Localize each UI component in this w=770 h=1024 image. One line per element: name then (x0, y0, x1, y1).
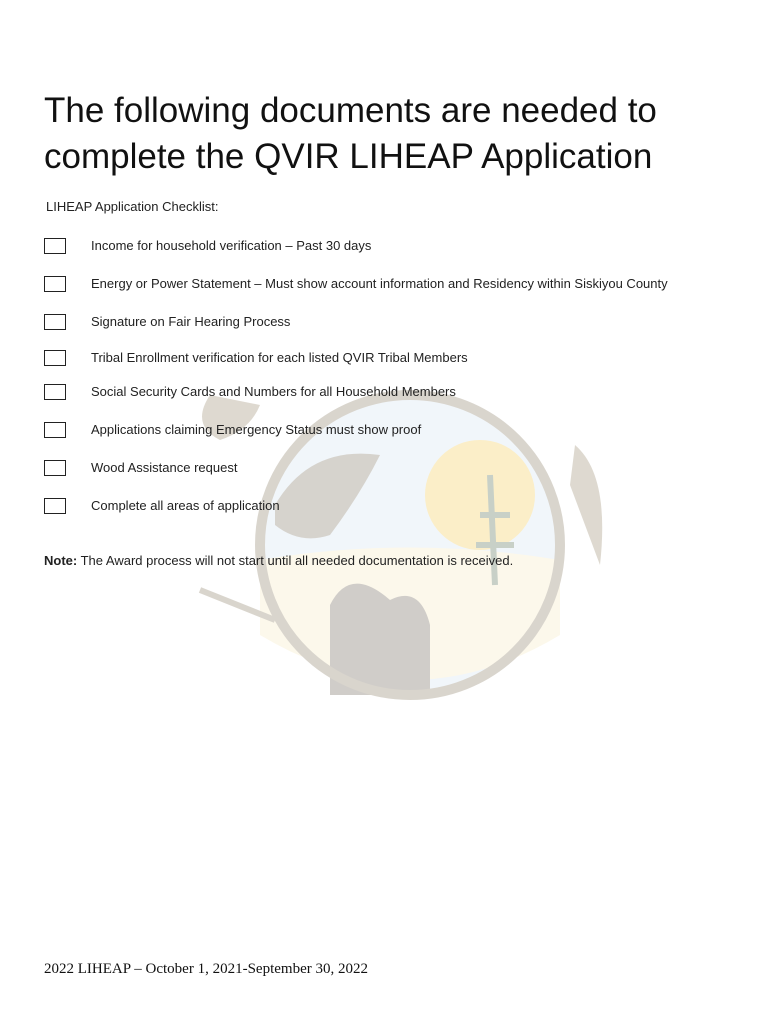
note-text: The Award process will not start until all needed documentation is received. (77, 553, 514, 568)
checkbox[interactable] (44, 460, 66, 476)
checklist-item (0, 350, 770, 370)
checklist-item-label: Signature on Fair Hearing Process (91, 314, 291, 329)
checkbox[interactable] (44, 384, 66, 400)
checklist-item (0, 314, 770, 334)
checklist-item-label: Complete all areas of application (91, 498, 280, 513)
checklist-item-label: Income for household verification – Past 30 days (91, 238, 372, 253)
checklist-item (0, 276, 770, 296)
checklist-item-label: Wood Assistance request (91, 460, 238, 475)
checkbox[interactable] (44, 314, 66, 330)
checkbox[interactable] (44, 498, 66, 514)
checklist-item-label: Energy or Power Statement – Must show account information and Residency within Siskiyou County (91, 276, 668, 291)
checklist-item (0, 460, 770, 480)
footer-date-range: 2022 LIHEAP – October 1, 2021-September 30, 2022 (44, 961, 368, 977)
checklist-item (0, 384, 770, 404)
checklist-item-label: Social Security Cards and Numbers for all Household Members (91, 384, 456, 399)
title-line-1: The following documents are needed to (44, 91, 657, 130)
checklist-item-label: Applications claiming Emergency Status must show proof (91, 422, 422, 437)
title-line-2: complete the QVIR LIHEAP Application (44, 137, 653, 176)
checklist-heading: LIHEAP Application Checklist: (46, 199, 219, 214)
page-title (44, 88, 744, 180)
checkbox[interactable] (44, 422, 66, 438)
checkbox[interactable] (44, 276, 66, 292)
checklist-item (0, 498, 770, 518)
checklist-item (0, 422, 770, 442)
note-label: Note: (44, 553, 78, 568)
note (44, 553, 513, 568)
checkbox[interactable] (44, 350, 66, 366)
checklist-item-label: Tribal Enrollment verification for each listed QVIR Tribal Members (91, 350, 468, 365)
checklist-item (0, 238, 770, 258)
checkbox[interactable] (44, 238, 66, 254)
